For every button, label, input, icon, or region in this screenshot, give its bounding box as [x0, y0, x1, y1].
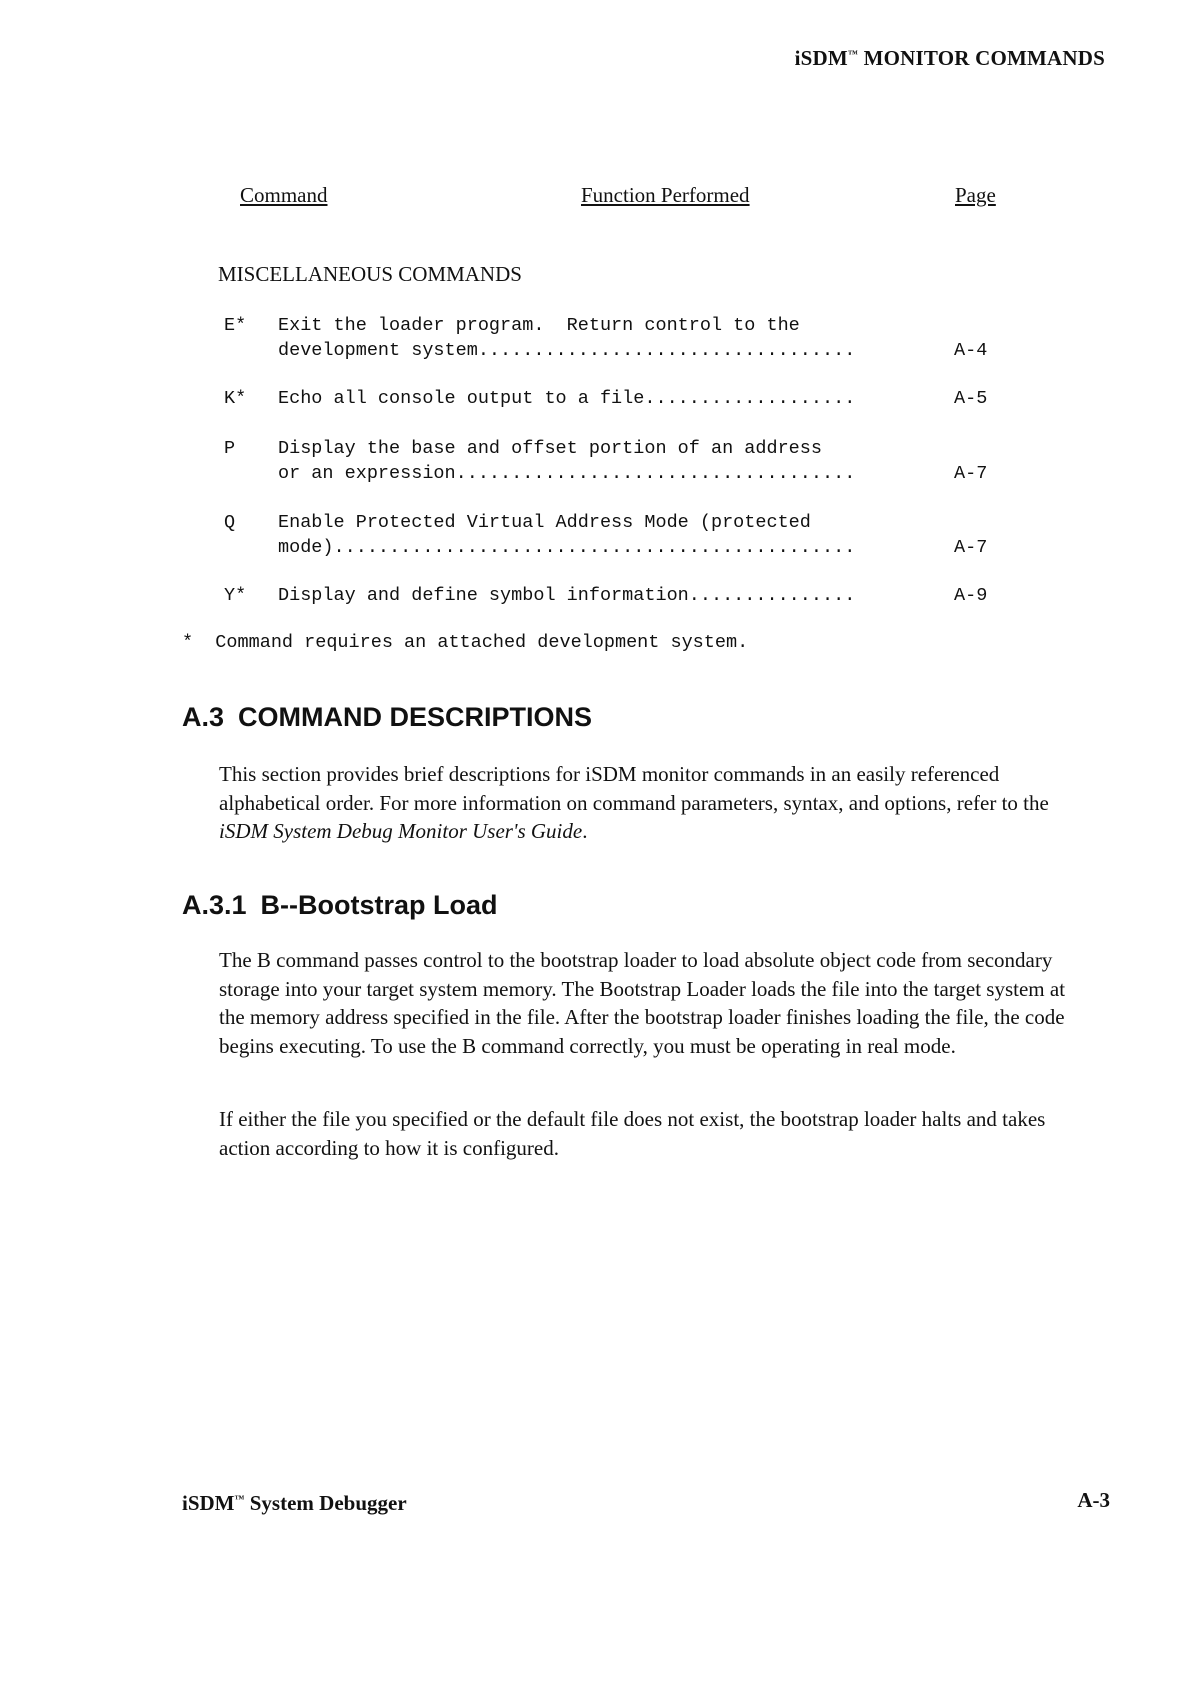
subsection-paragraph-2: If either the file you specified or the default file does not exist, the bootstrap loader halts and takes action according to how it is configured. — [219, 1107, 1046, 1160]
section-heading: A.3 COMMAND DESCRIPTIONS — [182, 702, 593, 732]
command-code: P — [224, 438, 236, 459]
command-row-p — [224, 436, 1004, 486]
command-description: Echo all console output to a file................... — [278, 388, 856, 409]
subsection-paragraph-1: The B command passes control to the bootstrap loader to load absolute object code from secondary storage into your target system memory. The Bootstrap Loader loads the file into the target system at the memory address specified in the file. After the bootstrap loader finishes loading the file, the code begins executing. To use the B command correctly, you must be operating in real mode. — [219, 948, 1066, 1058]
command-page: A-7 — [954, 463, 988, 484]
table-footnote: * Command requires an attached development system. — [182, 632, 749, 653]
command-description: Enable Protected Virtual Address Mode (protected mode)............................................... — [278, 512, 856, 558]
column-header-command: Command — [240, 183, 328, 207]
command-row-y — [224, 583, 1004, 608]
command-description: Exit the loader program. Return control to the development system.................................. — [278, 315, 856, 361]
command-row-k — [224, 386, 1004, 411]
section-paragraph: This section provides brief descriptions for iSDM monitor commands in an easily referenced alphabetical order. For more information on command parameters, syntax, and options, refer to the iSDM System Debug Monitor User's Guide. — [219, 762, 1049, 843]
command-code: E* — [224, 315, 247, 336]
guide-reference: iSDM System Debug Monitor User's Guide — [219, 819, 583, 843]
column-header-function: Function Performed — [581, 183, 750, 207]
trademark-mark: ™ — [847, 49, 859, 60]
command-code: Y* — [224, 585, 247, 606]
command-row-e — [224, 313, 1004, 363]
command-page: A-5 — [954, 388, 988, 409]
page-number: A-3 — [1077, 1488, 1110, 1512]
command-row-q — [224, 510, 1004, 560]
trademark-mark: ™ — [234, 1494, 245, 1505]
group-title: MISCELLANEOUS COMMANDS — [218, 262, 522, 286]
running-head: iSDM™ MONITOR COMMANDS — [794, 46, 1105, 70]
command-page: A-9 — [954, 585, 988, 606]
column-header-page: Page — [955, 183, 996, 207]
command-page: A-7 — [954, 537, 988, 558]
command-code: K* — [224, 388, 247, 409]
command-description: Display and define symbol information............... — [278, 585, 856, 606]
footer-title: iSDM™ System Debugger — [182, 1491, 407, 1515]
command-code: Q — [224, 512, 236, 533]
subsection-heading: A.3.1 B--Bootstrap Load — [182, 890, 498, 920]
command-description: Display the base and offset portion of an address or an expression.................................... — [278, 438, 856, 484]
command-page: A-4 — [954, 340, 988, 361]
